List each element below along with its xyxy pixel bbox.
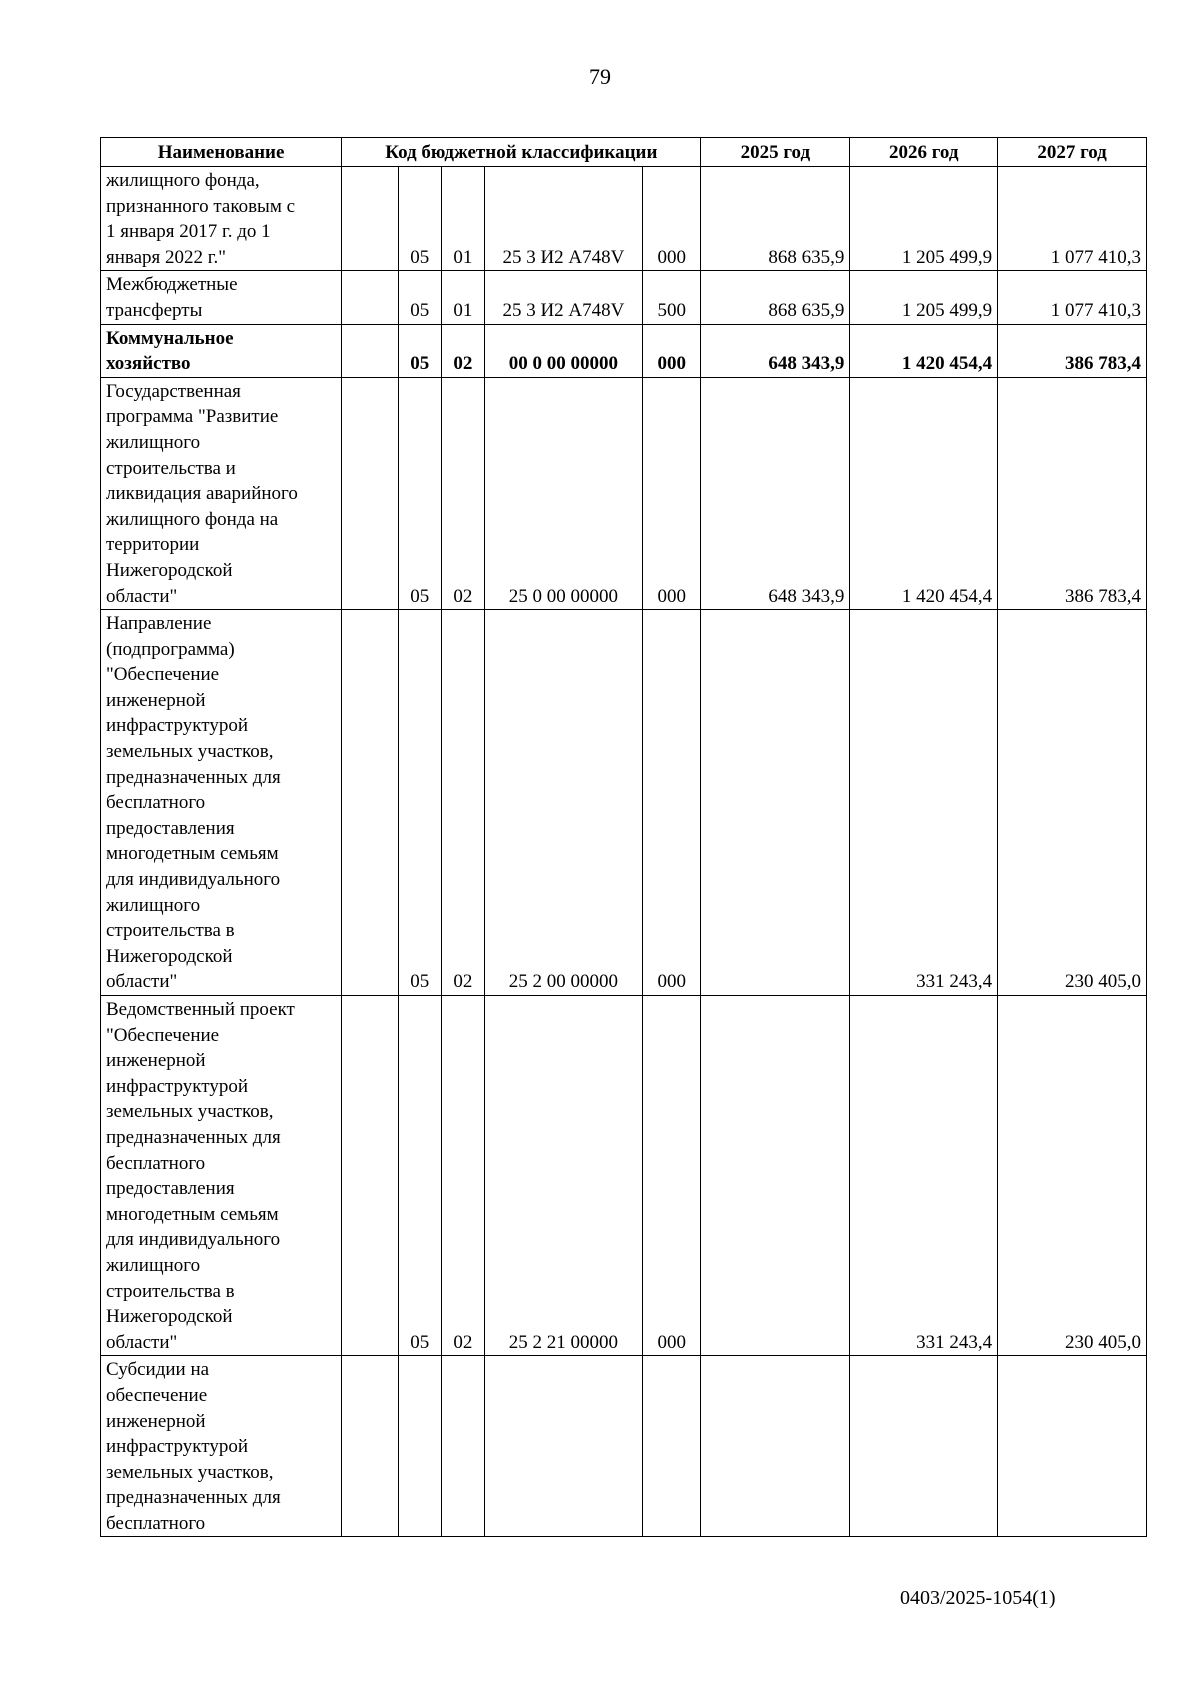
cell-code-1 [342, 996, 398, 1356]
cell-code-target: 25 2 21 00000 [484, 996, 642, 1356]
cell-code-subsection: 01 [441, 271, 484, 324]
cell-code-section: 05 [398, 610, 441, 996]
cell-2026: 1 420 454,4 [850, 324, 998, 377]
header-name: Наименование [101, 138, 342, 167]
cell-code-1 [342, 610, 398, 996]
cell-code-section [398, 1356, 441, 1537]
cell-code-1 [342, 1356, 398, 1537]
header-2027: 2027 год [998, 138, 1147, 167]
cell-code-subsection [441, 1356, 484, 1537]
cell-2027 [998, 1356, 1147, 1537]
cell-2026: 331 243,4 [850, 996, 998, 1356]
cell-code-expense-type: 000 [642, 377, 701, 609]
cell-2027: 230 405,0 [998, 610, 1147, 996]
cell-code-1 [342, 377, 398, 609]
cell-2025: 868 635,9 [701, 167, 850, 271]
cell-code-subsection: 02 [441, 610, 484, 996]
cell-2026: 1 420 454,4 [850, 377, 998, 609]
cell-2025: 648 343,9 [701, 324, 850, 377]
table-row [101, 324, 1147, 377]
cell-code-expense-type: 000 [642, 167, 701, 271]
header-code: Код бюджетной классификации [342, 138, 701, 167]
cell-name: Коммунальное хозяйство [101, 324, 342, 377]
table-row [101, 271, 1147, 324]
cell-code-expense-type: 000 [642, 996, 701, 1356]
cell-code-target: 25 2 00 00000 [484, 610, 642, 996]
header-2026: 2026 год [850, 138, 998, 167]
header-2025: 2025 год [701, 138, 850, 167]
cell-name: Межбюджетные трансферты [101, 271, 342, 324]
cell-2026 [850, 1356, 998, 1537]
cell-name: жилищного фонда, признанного таковым с 1 января 2017 г. до 1 января 2022 г." [101, 167, 342, 271]
cell-2027: 386 783,4 [998, 377, 1147, 609]
cell-name: Ведомственный проект "Обеспечение инженерной инфраструктурой земельных участков, предназначенных для бесплатного предоставления многодетным семьям для индивидуального жилищного строительства в Нижегородской области" [101, 996, 342, 1356]
cell-code-expense-type: 000 [642, 610, 701, 996]
cell-2027: 1 077 410,3 [998, 271, 1147, 324]
budget-table [100, 137, 1147, 1537]
cell-code-target: 25 3 И2 А748V [484, 167, 642, 271]
cell-code-target [484, 1356, 642, 1537]
cell-code-expense-type: 500 [642, 271, 701, 324]
cell-code-subsection: 01 [441, 167, 484, 271]
cell-code-subsection: 02 [441, 377, 484, 609]
cell-2027: 230 405,0 [998, 996, 1147, 1356]
table-row [101, 610, 1147, 996]
table-row [101, 167, 1147, 271]
cell-code-target: 00 0 00 00000 [484, 324, 642, 377]
cell-name: Направление (подпрограмма) "Обеспечение инженерной инфраструктурой земельных участков, предназначенных для бесплатного предоставления многодетным семьям для индивидуального жилищного строительства в Нижегородской области" [101, 610, 342, 996]
cell-code-expense-type: 000 [642, 324, 701, 377]
page-number: 79 [589, 64, 611, 89]
header-row [101, 138, 1147, 167]
cell-code-section: 05 [398, 167, 441, 271]
cell-2026: 1 205 499,9 [850, 167, 998, 271]
cell-name: Субсидии на обеспечение инженерной инфраструктурой земельных участков, предназначенных для бесплатного [101, 1356, 342, 1537]
cell-2025: 868 635,9 [701, 271, 850, 324]
cell-code-section: 05 [398, 324, 441, 377]
cell-code-target: 25 0 00 00000 [484, 377, 642, 609]
table-row [101, 377, 1147, 609]
cell-code-subsection: 02 [441, 324, 484, 377]
cell-code-section: 05 [398, 271, 441, 324]
cell-code-section: 05 [398, 377, 441, 609]
cell-2026: 331 243,4 [850, 610, 998, 996]
table-row [101, 1356, 1147, 1537]
cell-code-1 [342, 167, 398, 271]
cell-2025 [701, 1356, 850, 1537]
cell-code-expense-type [642, 1356, 701, 1537]
document-id: 0403/2025-1054(1) [900, 1587, 1056, 1609]
table-body [101, 167, 1147, 1537]
cell-2027: 386 783,4 [998, 324, 1147, 377]
cell-2025 [701, 610, 850, 996]
cell-code-1 [342, 271, 398, 324]
cell-code-subsection: 02 [441, 996, 484, 1356]
cell-name: Государственная программа "Развитие жилищного строительства и ликвидация аварийного жилищного фонда на территории Нижегородской области" [101, 377, 342, 609]
cell-2025 [701, 996, 850, 1356]
cell-code-section: 05 [398, 996, 441, 1356]
cell-code-target: 25 3 И2 А748V [484, 271, 642, 324]
cell-code-1 [342, 324, 398, 377]
cell-2027: 1 077 410,3 [998, 167, 1147, 271]
cell-2025: 648 343,9 [701, 377, 850, 609]
cell-2026: 1 205 499,9 [850, 271, 998, 324]
table-row [101, 996, 1147, 1356]
